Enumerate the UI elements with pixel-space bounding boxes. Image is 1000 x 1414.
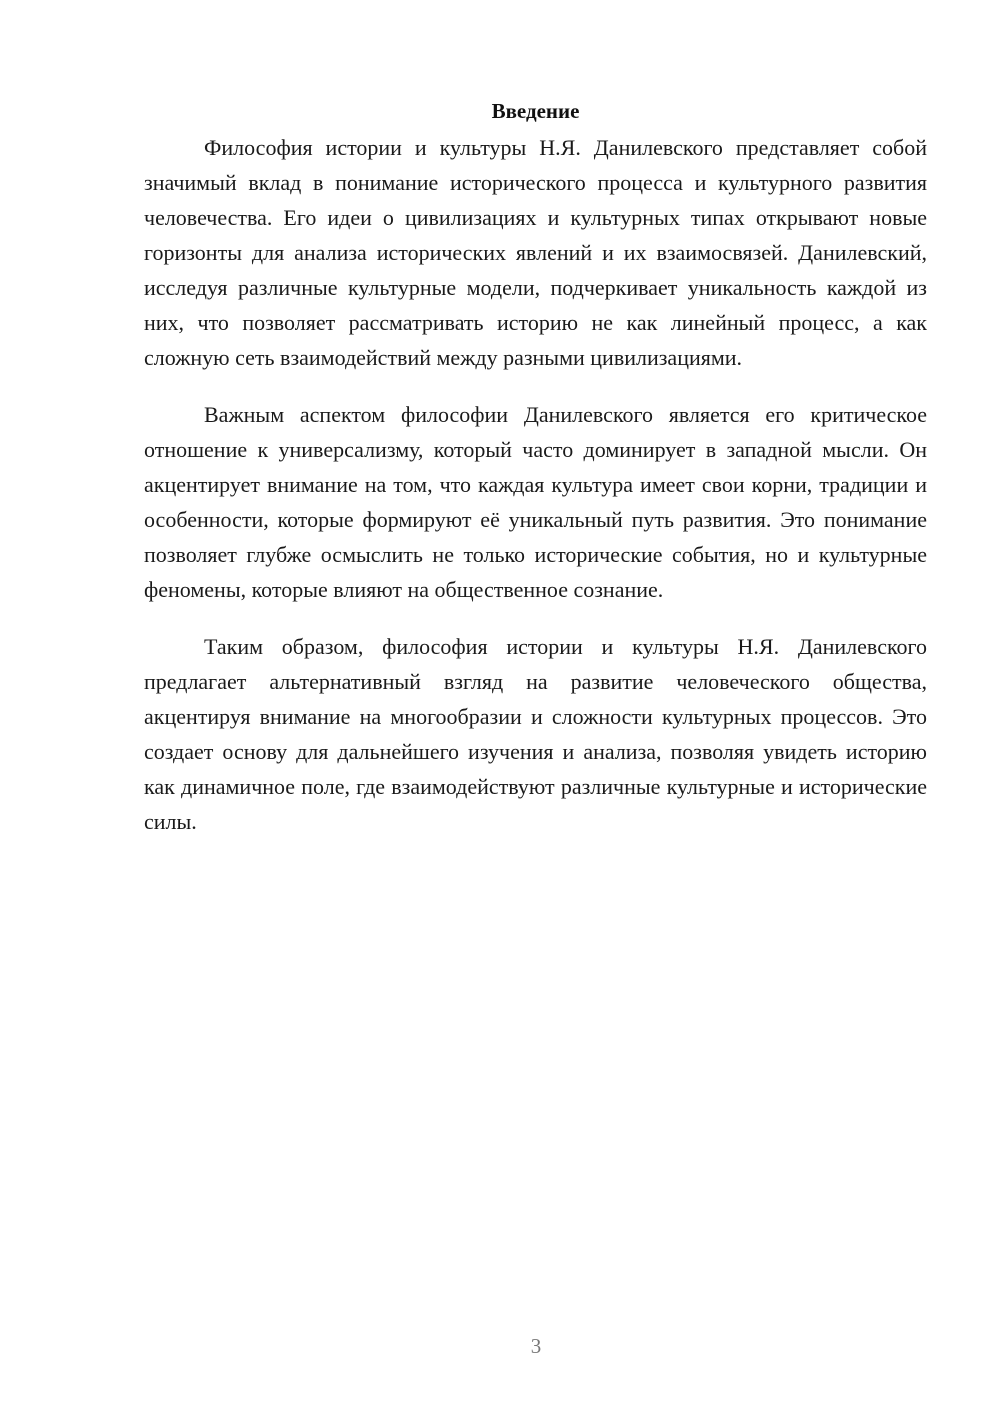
section-heading: Введение bbox=[491, 99, 580, 123]
paragraph-1: Философия истории и культуры Н.Я. Данилевского представляет собой значимый вклад в понимание исторического процесса и культурного развития человечества. Его идеи о цивилизациях и культурных типах открывают новые горизонты для анализа исторических явлений и их взаимосвязей. Данилевский, исследуя различные культурные модели, подчеркивает уникальность каждой из них, что позволяет рассматривать историю не как линейный процесс, а как сложную сеть взаимодействий между разными цивилизациями. bbox=[144, 135, 927, 370]
paragraph-3: Таким образом, философия истории и культуры Н.Я. Данилевского предлагает альтернативный взгляд на развитие человеческого общества, акцентируя внимание на многообразии и сложности культурных процессов. Это создает основу для дальнейшего изучения и анализа, позволяя увидеть историю как динамичное поле, где взаимодействуют различные культурные и исторические силы. bbox=[144, 634, 927, 834]
page-number: 3 bbox=[530, 1334, 542, 1358]
page-content bbox=[144, 96, 927, 839]
paragraph-2: Важным аспектом философии Данилевского является его критическое отношение к универсализму, который часто доминирует в западной мысли. Он акцентирует внимание на том, что каждая культура имеет свои корни, традиции и особенности, которые формируют её уникальный путь развития. Это понимание позволяет глубже осмыслить не только исторические события, но и культурные феномены, которые влияют на общественное сознание. bbox=[144, 402, 927, 602]
